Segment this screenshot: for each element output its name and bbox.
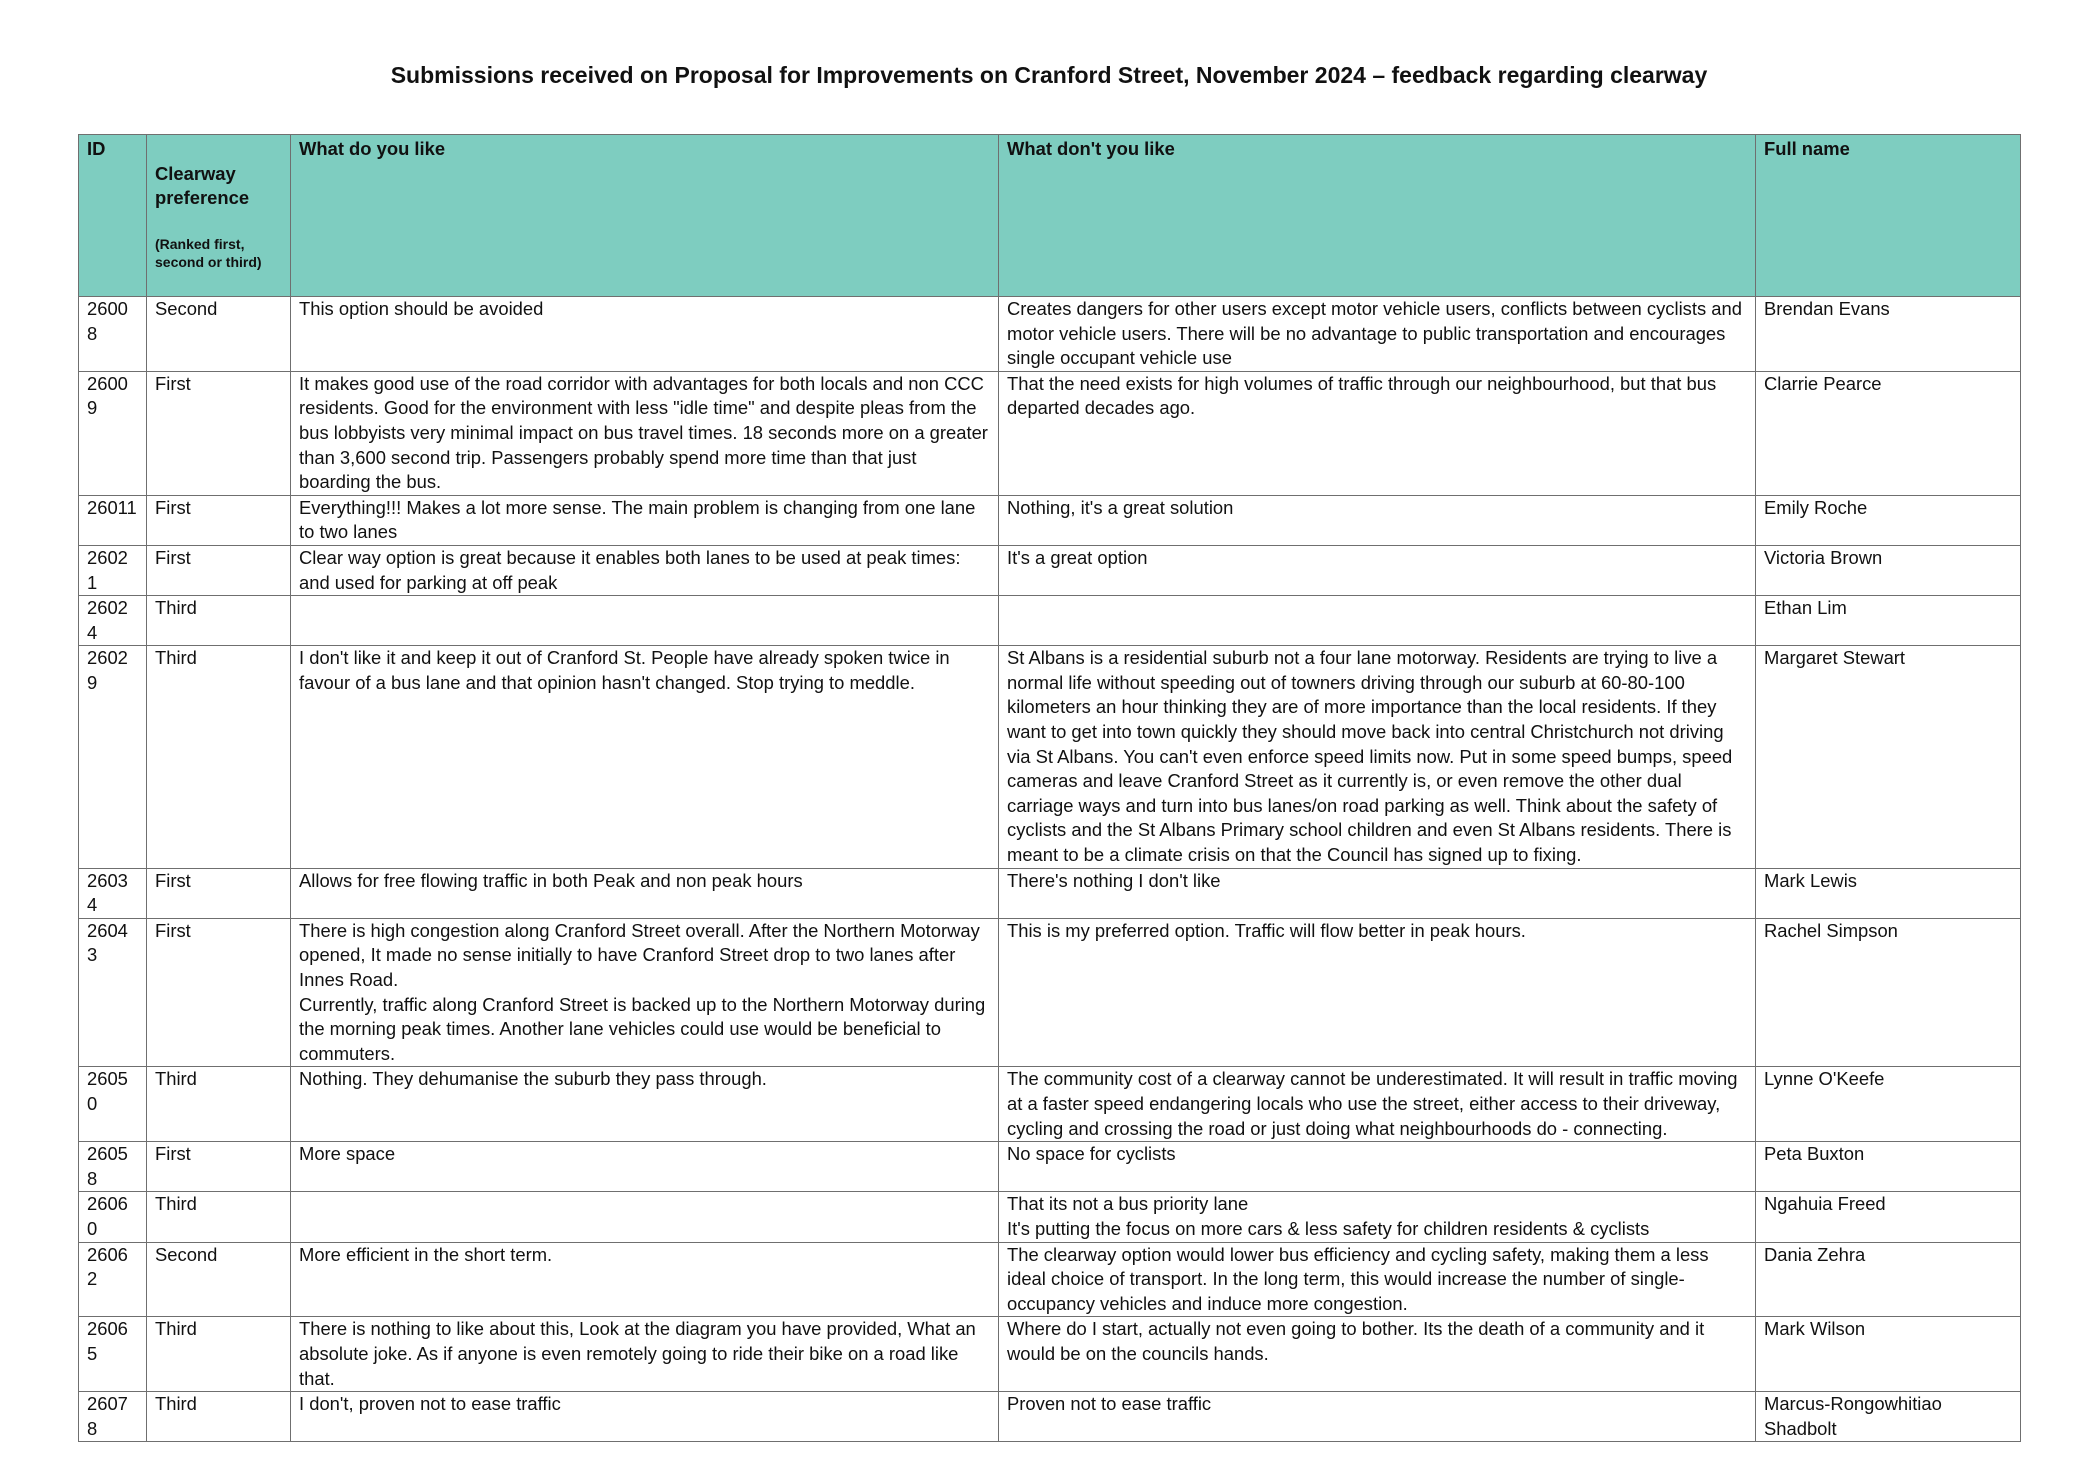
header-id: ID [79, 135, 147, 297]
cell-name: Rachel Simpson [1756, 918, 2021, 1067]
cell-id: 26078 [79, 1392, 147, 1442]
cell-preference: First [147, 918, 291, 1067]
cell-like: There is high congestion along Cranford Street overall. After the Northern Motorway opened, It made no sense initially to have Cranford Street drop to two lanes after Innes Road. Currently, traffic along Cranford Street is backed up to the Northern Motorway during the morning peak times. Another lane vehicles could use would be beneficial to commuters. [291, 918, 999, 1067]
cell-preference: Third [147, 596, 291, 646]
cell-dislike: The clearway option would lower bus efficiency and cycling safety, making them a less ideal choice of transport. In the long term, this would increase the number of single-occupancy vehicles and induce more congestion. [999, 1242, 1756, 1317]
cell-name: Clarrie Pearce [1756, 371, 2021, 495]
table-row [79, 1142, 2021, 1192]
cell-dislike: That the need exists for high volumes of traffic through our neighbourhood, but that bus departed decades ago. [999, 371, 1756, 495]
table-body [79, 296, 2021, 1441]
cell-like [291, 1192, 999, 1242]
cell-dislike: Nothing, it's a great solution [999, 495, 1756, 545]
cell-like: More space [291, 1142, 999, 1192]
cell-dislike: Proven not to ease traffic [999, 1392, 1756, 1442]
cell-like: More efficient in the short term. [291, 1242, 999, 1317]
cell-id: 26008 [79, 296, 147, 371]
table-row [79, 596, 2021, 646]
header-preference-note: (Ranked first, second or third) [155, 236, 262, 271]
header-dislike: What don't you like [999, 135, 1756, 297]
cell-dislike: There's nothing I don't like [999, 868, 1756, 918]
cell-preference: First [147, 495, 291, 545]
table-row [79, 1192, 2021, 1242]
cell-id: 26034 [79, 868, 147, 918]
cell-dislike: Creates dangers for other users except motor vehicle users, conflicts between cyclists and motor vehicle users. There will be no advantage to public transportation and encourages single occupant vehicle use [999, 296, 1756, 371]
cell-preference: Third [147, 1392, 291, 1442]
page-title: Submissions received on Proposal for Improvements on Cranford Street, November 2024 – feedback regarding clearway [390, 62, 1708, 88]
cell-name: Margaret Stewart [1756, 646, 2021, 868]
cell-name: Marcus-Rongowhitiao Shadbolt [1756, 1392, 2021, 1442]
cell-preference: Second [147, 1242, 291, 1317]
cell-id: 26058 [79, 1142, 147, 1192]
header-name: Full name [1756, 135, 2021, 297]
cell-like: I don't, proven not to ease traffic [291, 1392, 999, 1442]
cell-id: 26011 [79, 495, 147, 545]
table-row [79, 868, 2021, 918]
cell-id: 26062 [79, 1242, 147, 1317]
cell-id: 26029 [79, 646, 147, 868]
table-row [79, 296, 2021, 371]
table-row [79, 1067, 2021, 1142]
cell-id: 26065 [79, 1317, 147, 1392]
cell-name: Victoria Brown [1756, 545, 2021, 595]
cell-dislike: That its not a bus priority lane It's putting the focus on more cars & less safety for children residents & cyclists [999, 1192, 1756, 1242]
table-row [79, 918, 2021, 1067]
cell-like: This option should be avoided [291, 296, 999, 371]
cell-preference: Second [147, 296, 291, 371]
cell-name: Brendan Evans [1756, 296, 2021, 371]
table-row [79, 1392, 2021, 1442]
cell-name: Emily Roche [1756, 495, 2021, 545]
table-header [79, 135, 2021, 297]
cell-like: Everything!!! Makes a lot more sense. The main problem is changing from one lane to two lanes [291, 495, 999, 545]
header-preference [147, 135, 291, 297]
cell-preference: Third [147, 1192, 291, 1242]
cell-name: Peta Buxton [1756, 1142, 2021, 1192]
cell-name: Mark Wilson [1756, 1317, 2021, 1392]
cell-id: 26009 [79, 371, 147, 495]
header-preference-label: Clearway preference [155, 162, 250, 209]
cell-id: 26050 [79, 1067, 147, 1142]
cell-preference: Third [147, 1317, 291, 1392]
cell-id: 26024 [79, 596, 147, 646]
cell-like: Clear way option is great because it enables both lanes to be used at peak times: and used for parking at off peak [291, 545, 999, 595]
cell-name: Dania Zehra [1756, 1242, 2021, 1317]
cell-name: Lynne O'Keefe [1756, 1067, 2021, 1142]
table-row [79, 371, 2021, 495]
cell-preference: First [147, 545, 291, 595]
cell-dislike: St Albans is a residential suburb not a four lane motorway. Residents are trying to live a normal life without speeding out of towners driving through our suburb at 60-80-100 kilometers an hour thinking they are of more importance than the local residents. If they want to get into town quickly they should move back into central Christchurch not driving via St Albans. You can't even enforce speed limits now. Put in some speed bumps, speed cameras and leave Cranford Street as it currently is, or even remove the other dual carriage ways and turn into bus lanes/on road parking as well. Think about the safety of cyclists and the St Albans Primary school children and even St Albans residents. There is meant to be a climate crisis on that the Council has signed up to fixing. [999, 646, 1756, 868]
cell-name: Mark Lewis [1756, 868, 2021, 918]
table-row [79, 1317, 2021, 1392]
cell-id: 26043 [79, 918, 147, 1067]
table-row [79, 646, 2021, 868]
table-row [79, 545, 2021, 595]
cell-dislike: Where do I start, actually not even going to bother. Its the death of a community and it would be on the councils hands. [999, 1317, 1756, 1392]
cell-dislike: The community cost of a clearway cannot be underestimated. It will result in traffic moving at a faster speed endangering locals who use the street, either access to their driveway, cycling and crossing the road or just doing what neighbourhoods do - connecting. [999, 1067, 1756, 1142]
cell-preference: Third [147, 646, 291, 868]
table-row [79, 1242, 2021, 1317]
cell-id: 26060 [79, 1192, 147, 1242]
table-row [79, 495, 2021, 545]
cell-id: 26021 [79, 545, 147, 595]
header-like: What do you like [291, 135, 999, 297]
cell-like [291, 596, 999, 646]
cell-like: It makes good use of the road corridor with advantages for both locals and non CCC residents. Good for the environment with less "idle time" and despite pleas from the bus lobbyists very minimal impact on bus travel times. 18 seconds more on a greater than 3,600 second trip. Passengers probably spend more time than that just boarding the bus. [291, 371, 999, 495]
cell-dislike: No space for cyclists [999, 1142, 1756, 1192]
cell-dislike: This is my preferred option. Traffic will flow better in peak hours. [999, 918, 1756, 1067]
cell-preference: First [147, 868, 291, 918]
cell-preference: First [147, 371, 291, 495]
cell-dislike [999, 596, 1756, 646]
cell-preference: First [147, 1142, 291, 1192]
submissions-table [78, 134, 2021, 1442]
cell-like: Nothing. They dehumanise the suburb they pass through. [291, 1067, 999, 1142]
cell-like: There is nothing to like about this, Look at the diagram you have provided, What an absolute joke. As if anyone is even remotely going to ride their bike on a road like that. [291, 1317, 999, 1392]
cell-name: Ethan Lim [1756, 596, 2021, 646]
cell-preference: Third [147, 1067, 291, 1142]
header-row [79, 135, 2021, 297]
cell-like: Allows for free flowing traffic in both Peak and non peak hours [291, 868, 999, 918]
cell-dislike: It's a great option [999, 545, 1756, 595]
cell-like: I don't like it and keep it out of Cranford St. People have already spoken twice in favour of a bus lane and that opinion hasn't changed. Stop trying to meddle. [291, 646, 999, 868]
cell-name: Ngahuia Freed [1756, 1192, 2021, 1242]
